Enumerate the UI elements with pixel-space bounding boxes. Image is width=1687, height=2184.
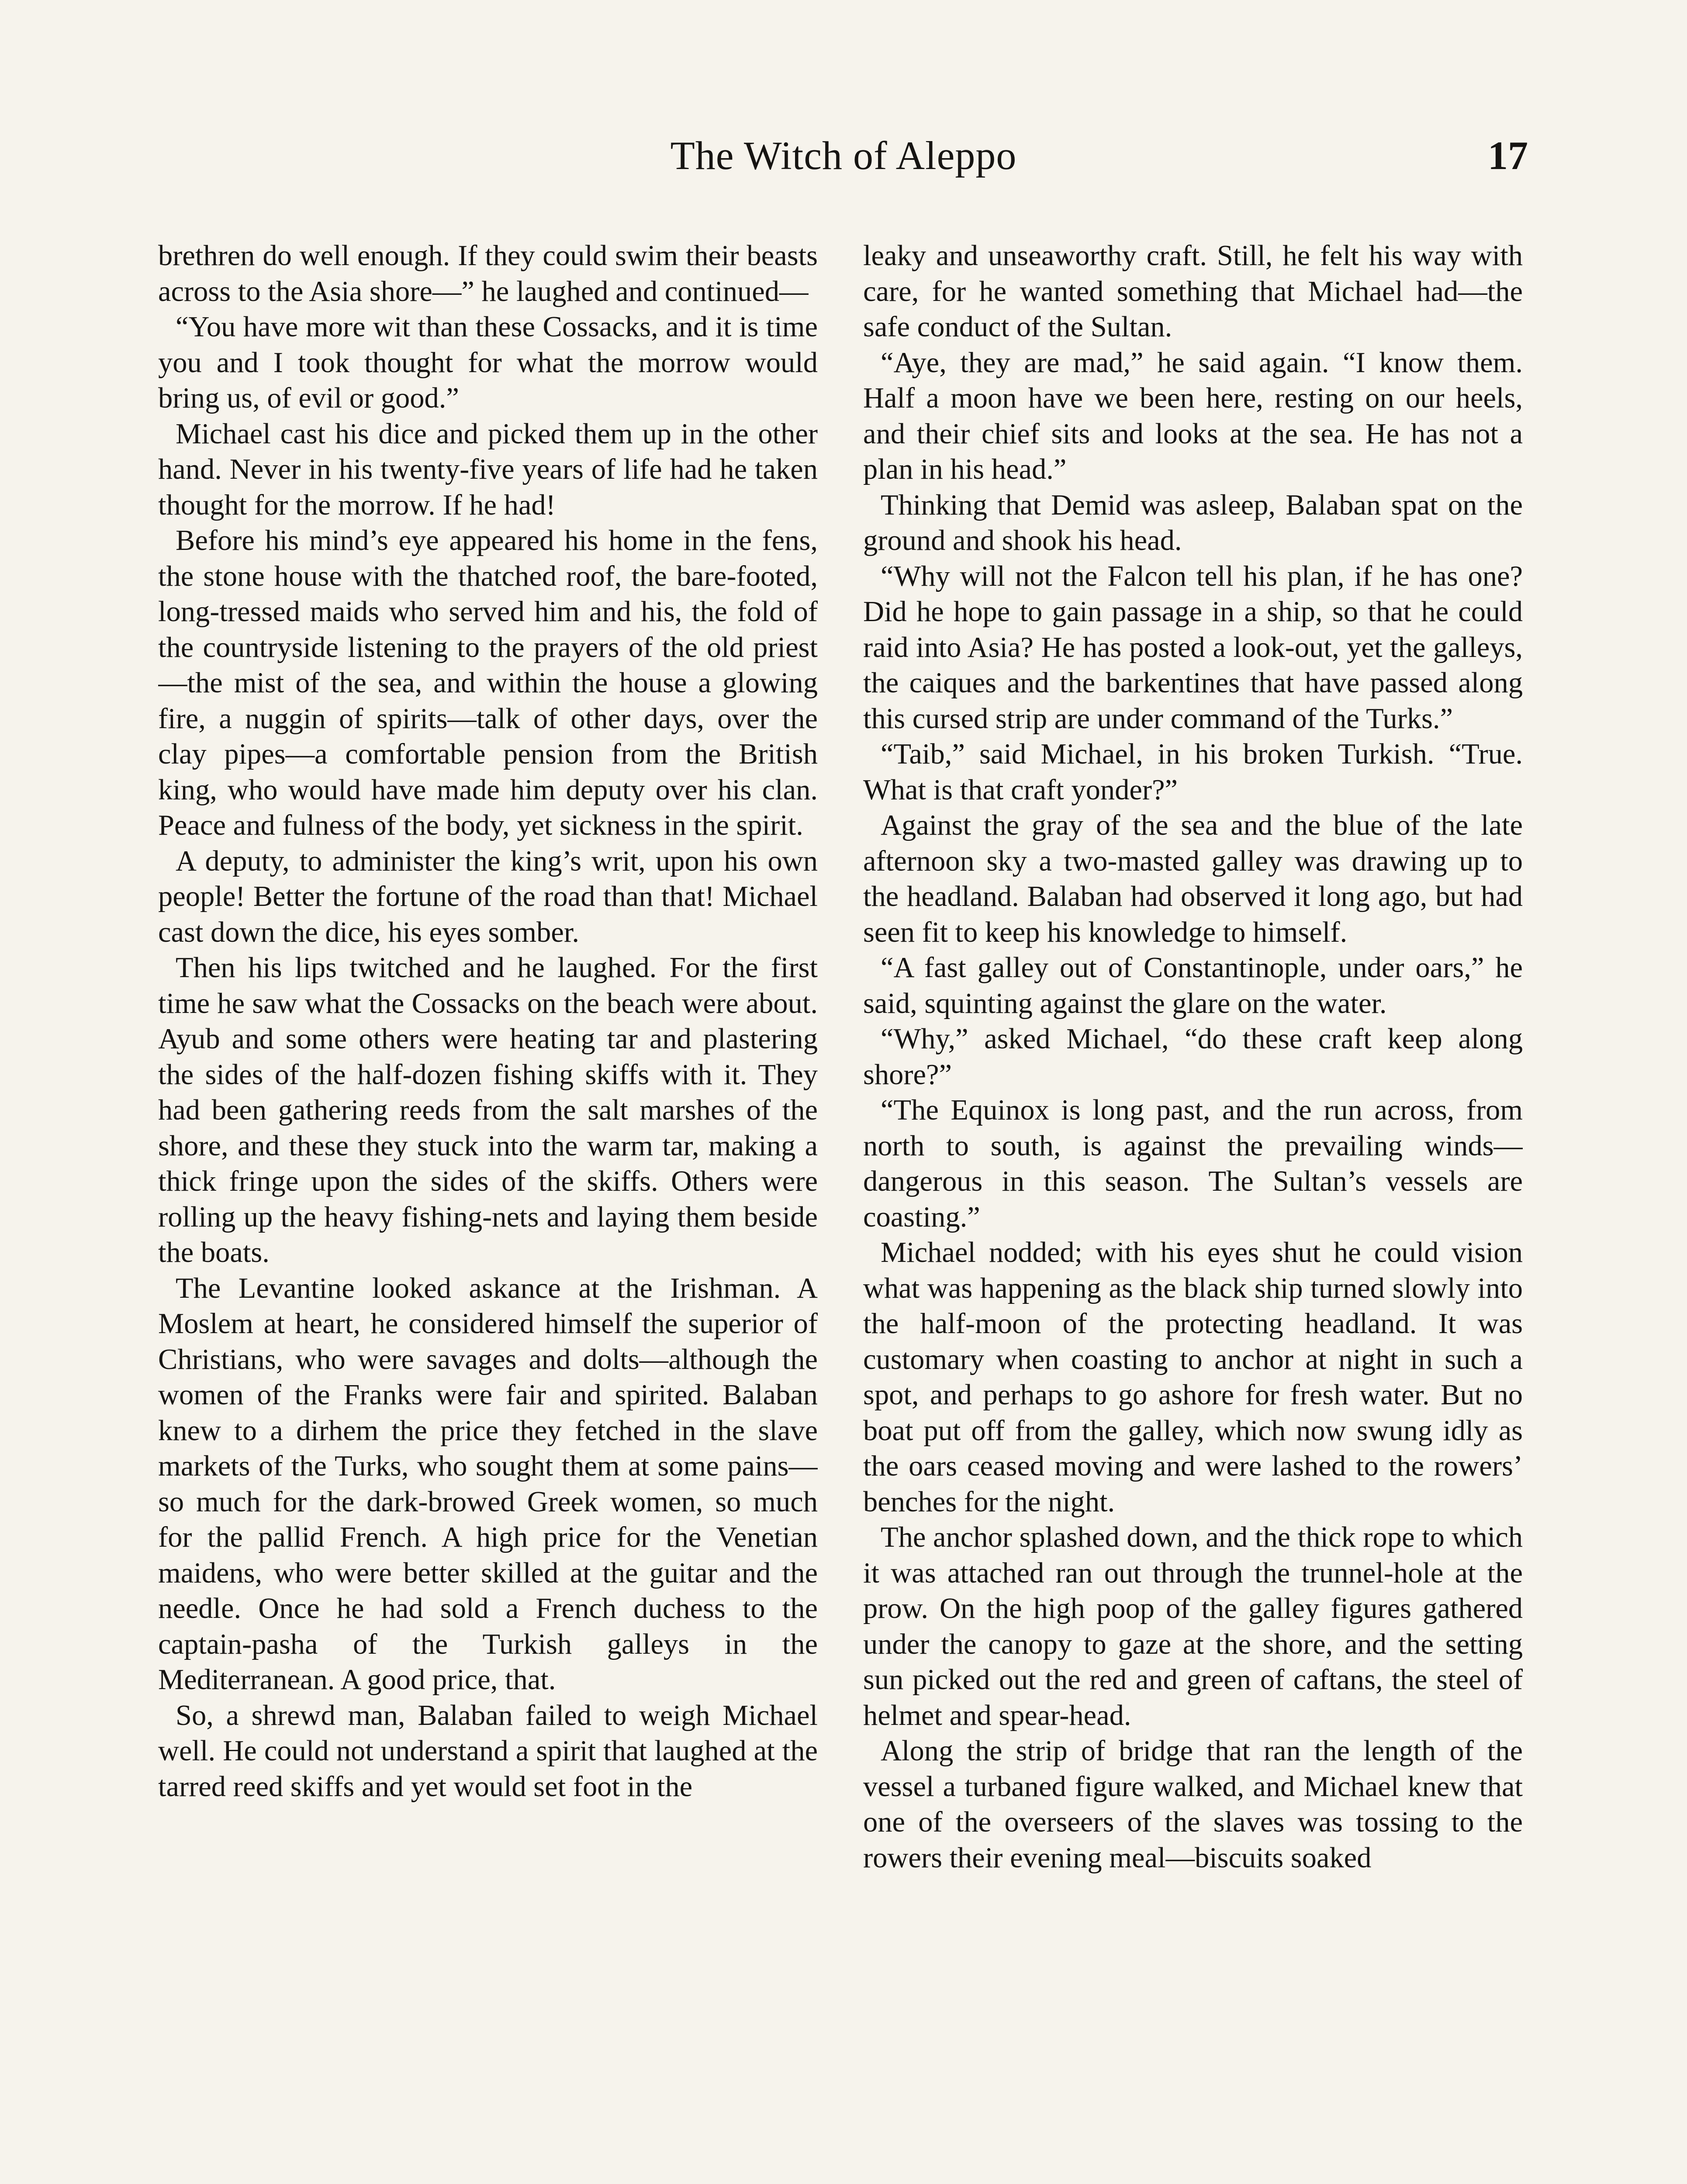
paragraph: “You have more wit than these Cossacks, and it is time you and I took thought for what the morrow would bring us, of evil or good.” xyxy=(158,311,818,414)
paragraph: “Why,” asked Michael, “do these craft keep along shore?” xyxy=(863,1023,1523,1091)
paragraph: Michael nodded; with his eyes shut he could vision what was happening as the black ship turned slowly into the half-moon of the protecting headland. It was customary when coasting to anchor at night in such a spot, and perhaps to go ashore for fresh water. But no boat put off from the galley, which now swung idly as the oars ceased moving and were lashed to the rowers’ benches for the night. xyxy=(863,1237,1523,1518)
paragraph: Against the gray of the sea and the blue of the late afternoon sky a two-masted galley was drawing up to the headland. Balaban had observed it long ago, but had seen fit to keep his knowledge to himself. xyxy=(863,809,1523,948)
paragraph: brethren do well enough. If they could swim their beasts across to the Asia shore—” he laughed and continued— xyxy=(158,240,818,308)
paragraph: “The Equinox is long past, and the run across, from north to south, is against the prevailing winds—dangerous in this season. The Sultan’s vessels are coasting.” xyxy=(863,1094,1523,1233)
paragraph: “Taib,” said Michael, in his broken Turkish. “True. What is that craft yonder?” xyxy=(863,738,1523,806)
right-column xyxy=(863,238,1523,2184)
paragraph: A deputy, to administer the king’s writ, upon his own people! Better the fortune of the road than that! Michael cast down the dice, his eyes somber. xyxy=(158,845,818,948)
paragraph: “A fast galley out of Constantinople, under oars,” he said, squinting against the glare on the water. xyxy=(863,952,1523,1019)
paragraph: Michael cast his dice and picked them up in the other hand. Never in his twenty-five years of life had he taken thought for the morrow. If he had! xyxy=(158,418,818,521)
page-number: 17 xyxy=(1488,133,1528,178)
paragraph: So, a shrewd man, Balaban failed to weigh Michael well. He could not understand a spirit that laughed at the tarred reed skiffs and yet would set foot in the xyxy=(158,1699,818,1803)
paragraph: The anchor splashed down, and the thick rope to which it was attached ran out through the trunnel-hole at the prow. On the high poop of the galley figures gathered under the canopy to gaze at the shore, and the setting sun picked out the red and green of caftans, the steel of helmet and spear-head. xyxy=(863,1521,1523,1731)
paragraph: “Aye, they are mad,” he said again. “I know them. Half a moon have we been here, resting on our heels, and their chief sits and looks at the sea. He has not a plan in his head.” xyxy=(863,346,1523,485)
paragraph: leaky and unseaworthy craft. Still, he felt his way with care, for he wanted something that Michael had—the safe conduct of the Sultan. xyxy=(863,240,1523,343)
paragraph: “Why will not the Falcon tell his plan, if he has one? Did he hope to gain passage in a ship, so that he could raid into Asia? He has posted a look-out, yet the galleys, the caiques and the barkentines that have passed along this cursed strip are under command of the Turks.” xyxy=(863,560,1523,735)
paragraph: Along the strip of bridge that ran the length of the vessel a turbaned figure walked, and Michael knew that one of the overseers of the slaves was tossing to the rowers their evening meal—biscuits soaked xyxy=(863,1735,1523,1874)
running-title: The Witch of Aleppo xyxy=(670,133,1017,178)
paragraph: Before his mind’s eye appeared his home in the fens, the stone house with the thatched roof, the bare-footed, long-tressed maids who served him and his, the fold of the countryside listening to the prayers of the old priest—the mist of the sea, and within the house a glowing fire, a nuggin of spirits—talk of other days, over the clay pipes—a comfortable pension from the British king, who would have made him deputy over his clan. Peace and fulness of the body, yet sickness in the spirit. xyxy=(158,525,818,841)
paragraph: Thinking that Demid was asleep, Balaban spat on the ground and shook his head. xyxy=(863,489,1523,556)
paragraph: Then his lips twitched and he laughed. For the first time he saw what the Cossacks on the beach were about. Ayub and some others were heating tar and plastering the sides of the half-dozen fishing skiffs with it. They had been gathering reeds from the salt marshes of the shore, and these they stuck into the warm tar, making a thick fringe upon the sides of the skiffs. Others were rolling up the heavy fishing-nets and laying them beside the boats. xyxy=(158,952,818,1268)
left-column xyxy=(158,238,818,2184)
paragraph: The Levantine looked askance at the Irishman. A Moslem at heart, he considered himself the superior of Christians, who were savages and dolts—although the women of the Franks were fair and spirited. Balaban knew to a dirhem the price they fetched in the slave markets of the Turks, who sought them at some pains—so much for the dark-browed Greek women, so much for the pallid French. A high price for the Venetian maidens, who were better skilled at the guitar and the needle. Once he had sold a French duchess to the captain-pasha of the Turkish galleys in the Mediterranean. A good price, that. xyxy=(158,1272,818,1696)
